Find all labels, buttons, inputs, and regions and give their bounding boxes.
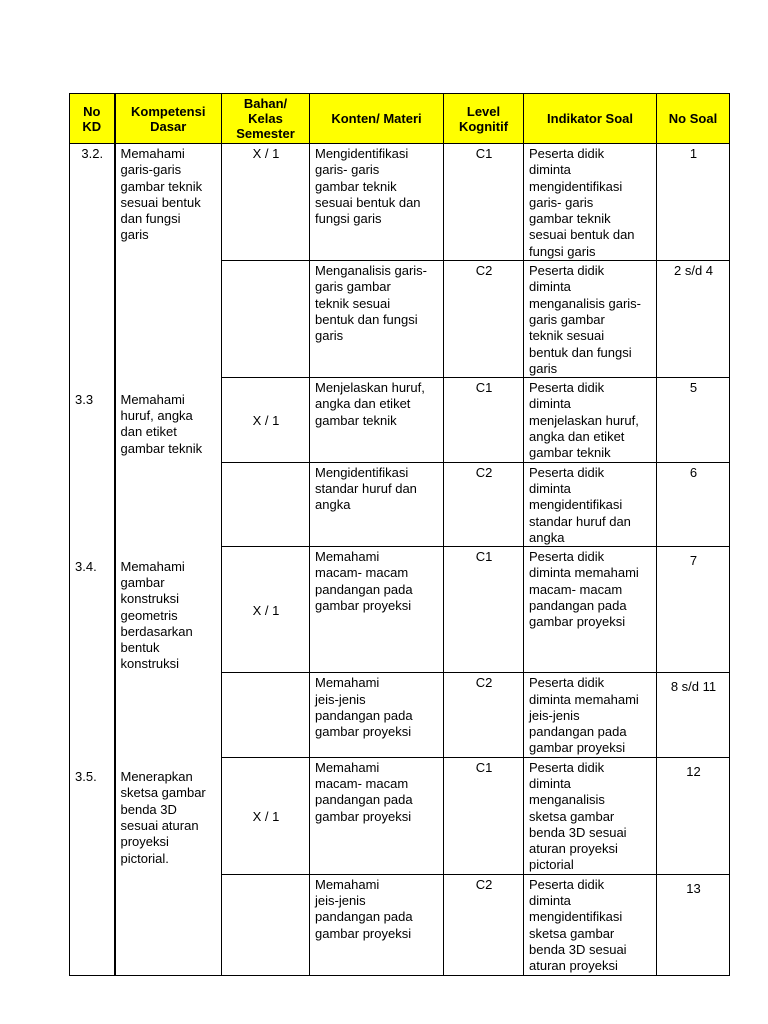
no-kd-cell: 3.5. xyxy=(70,757,115,874)
header-level-kognitif: Level Kognitif xyxy=(444,94,524,144)
no-kd-cell-empty xyxy=(70,462,115,546)
level-cell: C1 xyxy=(444,144,524,261)
level-cell: C2 xyxy=(444,462,524,546)
no-soal-cell: 2 s/d 4 xyxy=(657,261,730,378)
bahan-cell xyxy=(222,874,310,975)
table-row xyxy=(70,874,730,975)
level-cell: C1 xyxy=(444,378,524,462)
indikator-cell: Peserta didik diminta mengidentifikasi garis- garis gambar teknik sesuai bentuk dan fungsi garis xyxy=(524,144,657,261)
konten-cell: Mengidentifikasi standar huruf dan angka xyxy=(310,462,444,546)
header-konten-materi: Konten/ Materi xyxy=(310,94,444,144)
header-no-soal: No Soal xyxy=(657,94,730,144)
indikator-cell: Peserta didik diminta menjelaskan huruf, angka dan etiket gambar teknik xyxy=(524,378,657,462)
konten-cell: Menganalisis garis- garis gambar teknik sesuai bentuk dan fungsi garis xyxy=(310,261,444,378)
kompetensi-cell-empty xyxy=(115,261,222,378)
no-soal-cell: 5 xyxy=(657,378,730,462)
kompetensi-cell: Memahami garis-garis gambar teknik sesuai bentuk dan fungsi garis xyxy=(115,144,222,261)
kompetensi-cell-empty xyxy=(115,673,222,757)
table-row xyxy=(70,757,730,874)
kisi-kisi-table xyxy=(69,93,730,976)
table-row xyxy=(70,673,730,757)
no-soal-cell: 1 xyxy=(657,144,730,261)
header-indikator-soal: Indikator Soal xyxy=(524,94,657,144)
konten-cell: Menjelaskan huruf, angka dan etiket gambar teknik xyxy=(310,378,444,462)
bahan-cell xyxy=(222,673,310,757)
level-cell: C2 xyxy=(444,874,524,975)
header-no-kd: No KD xyxy=(70,94,115,144)
konten-cell: Mengidentifikasi garis- garis gambar teknik sesuai bentuk dan fungsi garis xyxy=(310,144,444,261)
no-kd-cell: 3.4. xyxy=(70,547,115,673)
no-kd-cell-empty xyxy=(70,673,115,757)
bahan-cell: X / 1 xyxy=(222,547,310,673)
table-row xyxy=(70,144,730,261)
no-soal-cell: 8 s/d 11 xyxy=(657,673,730,757)
kompetensi-cell: Memahami huruf, angka dan etiket gambar teknik xyxy=(115,378,222,462)
table-row xyxy=(70,378,730,462)
indikator-cell: Peserta didik diminta memahami macam- macam pandangan pada gambar proyeksi xyxy=(524,547,657,673)
no-kd-cell-empty xyxy=(70,261,115,378)
header-row xyxy=(70,94,730,144)
no-soal-cell: 6 xyxy=(657,462,730,546)
no-kd-cell: 3.3 xyxy=(70,378,115,462)
indikator-cell: Peserta didik diminta mengidentifikasi standar huruf dan angka xyxy=(524,462,657,546)
no-soal-cell: 13 xyxy=(657,874,730,975)
level-cell: C1 xyxy=(444,757,524,874)
konten-cell: Memahami jeis-jenis pandangan pada gambar proyeksi xyxy=(310,874,444,975)
no-soal-cell: 12 xyxy=(657,757,730,874)
bahan-cell xyxy=(222,462,310,546)
bahan-cell: X / 1 xyxy=(222,378,310,462)
level-cell: C2 xyxy=(444,261,524,378)
indikator-cell: Peserta didik diminta memahami jeis-jenis pandangan pada gambar proyeksi xyxy=(524,673,657,757)
level-cell: C2 xyxy=(444,673,524,757)
no-soal-cell: 7 xyxy=(657,547,730,673)
indikator-cell: Peserta didik diminta menganalisis sketsa gambar benda 3D sesuai aturan proyeksi pictorial xyxy=(524,757,657,874)
no-kd-cell-empty xyxy=(70,874,115,975)
konten-cell: Memahami macam- macam pandangan pada gambar proyeksi xyxy=(310,547,444,673)
bahan-cell: X / 1 xyxy=(222,757,310,874)
indikator-cell: Peserta didik diminta mengidentifikasi sketsa gambar benda 3D sesuai aturan proyeksi xyxy=(524,874,657,975)
bahan-cell xyxy=(222,261,310,378)
table-row xyxy=(70,462,730,546)
bahan-cell: X / 1 xyxy=(222,144,310,261)
kompetensi-cell-empty xyxy=(115,462,222,546)
kompetensi-cell: Memahami gambar konstruksi geometris berdasarkan bentuk konstruksi xyxy=(115,547,222,673)
kompetensi-cell: Menerapkan sketsa gambar benda 3D sesuai aturan proyeksi pictorial. xyxy=(115,757,222,874)
table-row xyxy=(70,261,730,378)
kompetensi-cell-empty xyxy=(115,874,222,975)
table-row xyxy=(70,547,730,673)
indikator-cell: Peserta didik diminta menganalisis garis- garis gambar teknik sesuai bentuk dan fungsi garis xyxy=(524,261,657,378)
konten-cell: Memahami jeis-jenis pandangan pada gambar proyeksi xyxy=(310,673,444,757)
level-cell: C1 xyxy=(444,547,524,673)
no-kd-cell: 3.2. xyxy=(70,144,115,261)
header-kompetensi-dasar: Kompetensi Dasar xyxy=(115,94,222,144)
konten-cell: Memahami macam- macam pandangan pada gambar proyeksi xyxy=(310,757,444,874)
header-bahan-kelas-semester: Bahan/ Kelas Semester xyxy=(222,94,310,144)
